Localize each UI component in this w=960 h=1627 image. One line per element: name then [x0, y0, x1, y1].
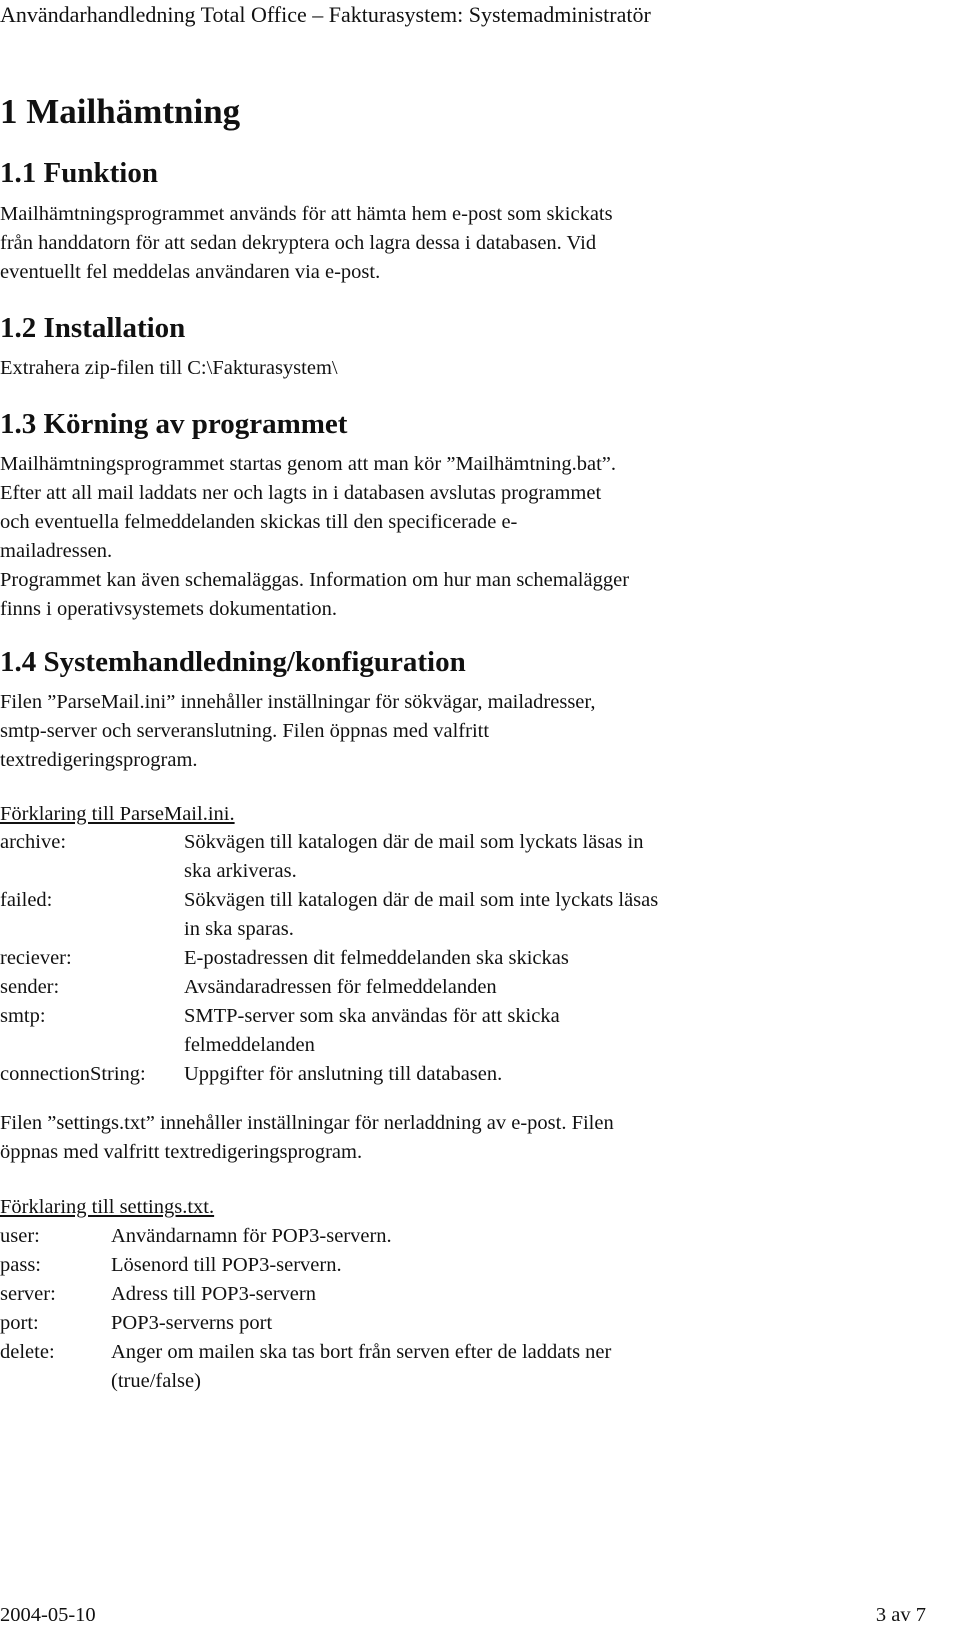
text-line: (true/false) [111, 1370, 201, 1392]
parsemail-caption [0, 800, 800, 829]
definition-row [0, 1060, 658, 1089]
definition-term: archive: [0, 831, 67, 853]
text-line: in ska sparas. [184, 918, 294, 940]
definition-row [0, 1002, 658, 1060]
settings-definition-list [0, 1222, 611, 1396]
section-heading-systemhandledning: 1.4 Systemhandledning/konfiguration [0, 646, 466, 678]
definition-row [0, 1280, 611, 1309]
paragraph-funktion [0, 200, 800, 287]
text-line: Mailhämtningsprogrammet används för att hämta hem e-post som skickats [0, 203, 613, 225]
text-line: Uppgifter för anslutning till databasen. [184, 1063, 503, 1085]
settings-caption [0, 1193, 800, 1222]
definition-row [0, 1251, 611, 1280]
text-line: Sökvägen till katalogen där de mail som inte lyckats läsas [184, 889, 659, 911]
text-line: Användarnamn för POP3-servern. [111, 1225, 392, 1247]
definition-term: smtp: [0, 1005, 46, 1027]
paragraph-korning [0, 450, 800, 624]
definition-description [111, 1338, 611, 1396]
definition-row [0, 1309, 611, 1338]
text-line: textredigeringsprogram. [0, 749, 198, 771]
definition-term: server: [0, 1283, 56, 1305]
text-line: eventuellt fel meddelas användaren via e-post. [0, 261, 381, 283]
caption-text: Förklaring till ParseMail.ini. [0, 803, 235, 825]
running-header: Användarhandledning Total Office – Fakturasystem: Systemadministratör [0, 2, 651, 27]
paragraph-installation [0, 354, 800, 383]
footer-date: 2004-05-10 [0, 1604, 96, 1626]
text-line: smtp-server och serveranslutning. Filen öppnas med valfritt [0, 720, 490, 742]
definition-row [0, 828, 658, 886]
text-line: Extrahera zip-filen till C:\Fakturasystem\ [0, 357, 338, 379]
text-line: Programmet kan även schemaläggas. Information om hur man schemalägger [0, 569, 630, 591]
definition-term: delete: [0, 1341, 55, 1363]
text-line: Efter att all mail laddats ner och lagts in i databasen avslutas programmet [0, 482, 602, 504]
definition-description [111, 1280, 611, 1309]
text-line: SMTP-server som ska användas för att skicka [184, 1005, 560, 1027]
text-line: Lösenord till POP3-servern. [111, 1254, 342, 1276]
definition-description [184, 828, 658, 886]
text-line: Adress till POP3-servern [111, 1283, 316, 1305]
text-line: och eventuella felmeddelanden skickas till den specificerade e- [0, 511, 518, 533]
definition-description [111, 1251, 611, 1280]
definition-term: failed: [0, 889, 53, 911]
definition-term: user: [0, 1225, 40, 1247]
text-line: Filen ”ParseMail.ini” innehåller inställningar för sökvägar, mailadresser, [0, 691, 596, 713]
definition-term: reciever: [0, 947, 72, 969]
definition-description [111, 1222, 611, 1251]
definition-term: pass: [0, 1254, 41, 1276]
text-line: E-postadressen dit felmeddelanden ska skickas [184, 947, 569, 969]
definition-description [184, 1002, 658, 1060]
section-heading-installation: 1.2 Installation [0, 312, 186, 344]
definition-description [184, 1060, 658, 1089]
text-line: ska arkiveras. [184, 860, 297, 882]
definition-row [0, 1338, 611, 1396]
definition-term: connectionString: [0, 1063, 146, 1085]
text-line: mailadressen. [0, 540, 113, 562]
definition-term: sender: [0, 976, 60, 998]
text-line: finns i operativsystemets dokumentation. [0, 598, 338, 620]
paragraph-settings-intro [0, 1109, 800, 1167]
text-line: Anger om mailen ska tas bort från serven efter de laddats ner [111, 1341, 612, 1363]
text-line: öppnas med valfritt textredigeringsprogram. [0, 1141, 363, 1163]
text-line: Mailhämtningsprogrammet startas genom att man kör ”Mailhämtning.bat”. [0, 453, 616, 475]
section-heading-korning: 1.3 Körning av programmet [0, 408, 348, 440]
definition-description [111, 1309, 611, 1338]
text-line: Avsändaradressen för felmeddelanden [184, 976, 497, 998]
definition-row [0, 973, 658, 1002]
definition-row [0, 944, 658, 973]
definition-row [0, 886, 658, 944]
parsemail-definition-list [0, 828, 658, 1089]
footer-page-number: 3 av 7 [875, 1604, 926, 1626]
text-line: felmeddelanden [184, 1034, 315, 1056]
caption-text: Förklaring till settings.txt. [0, 1196, 215, 1218]
definition-term: port: [0, 1312, 39, 1334]
text-line: Sökvägen till katalogen där de mail som lyckats läsas in [184, 831, 644, 853]
definition-description [184, 886, 658, 944]
text-line: Filen ”settings.txt” innehåller inställningar för nerladdning av e-post. Filen [0, 1112, 614, 1134]
definition-row [0, 1222, 611, 1251]
section-heading-funktion: 1.1 Funktion [0, 157, 158, 189]
chapter-title: 1 Mailhämtning [0, 92, 241, 131]
definition-description [184, 944, 658, 973]
paragraph-parsemail-intro [0, 688, 800, 775]
text-line: POP3-serverns port [111, 1312, 273, 1334]
definition-description [184, 973, 658, 1002]
text-line: från handdatorn för att sedan dekryptera och lagra dessa i databasen. Vid [0, 232, 597, 254]
